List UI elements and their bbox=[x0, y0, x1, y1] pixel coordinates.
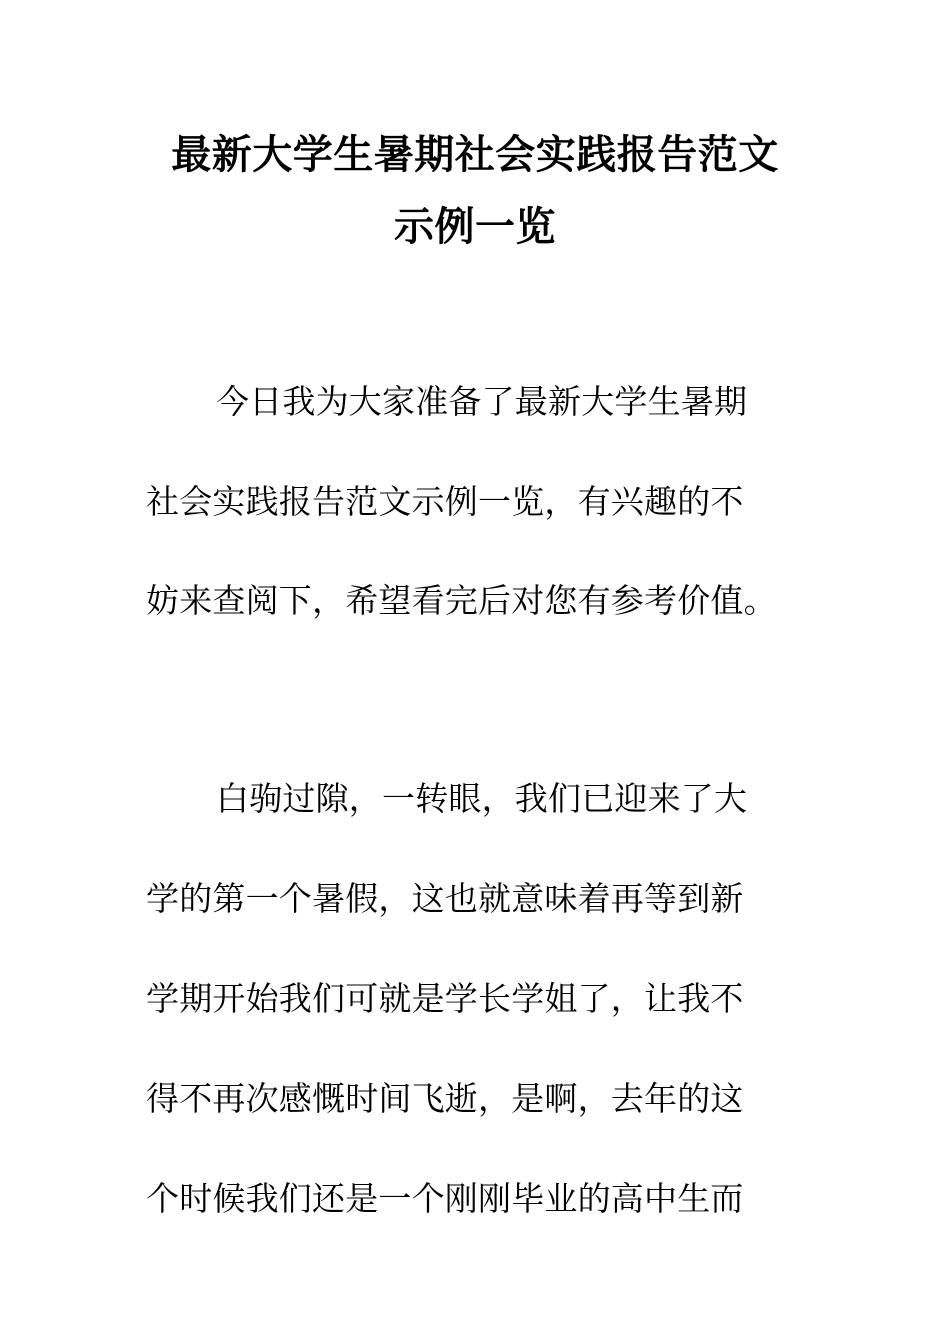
paragraph-line: 得不再次感慨时间飞逝，是啊，去年的这 bbox=[146, 1079, 744, 1118]
document-title-line-2: 示例一览 bbox=[394, 204, 556, 250]
paragraph-line: 今日我为大家准备了最新大学生暑期 bbox=[216, 382, 748, 421]
document-title-line-1: 最新大学生暑期社会实践报告范文 bbox=[171, 132, 779, 178]
paragraph-line: 白驹过隙，一转眼，我们已迎来了大 bbox=[216, 779, 748, 818]
paragraph-line: 学期开始我们可就是学长学姐了，让我不 bbox=[146, 979, 744, 1018]
paragraph-line: 社会实践报告范文示例一览，有兴趣的不 bbox=[146, 482, 744, 521]
paragraph-line: 学的第一个暑假，这也就意味着再等到新 bbox=[146, 879, 744, 918]
paragraph-line: 个时候我们还是一个刚刚毕业的高中生而 bbox=[146, 1179, 744, 1218]
paragraph-line: 妨来查阅下，希望看完后对您有参考价值。 bbox=[146, 581, 777, 620]
